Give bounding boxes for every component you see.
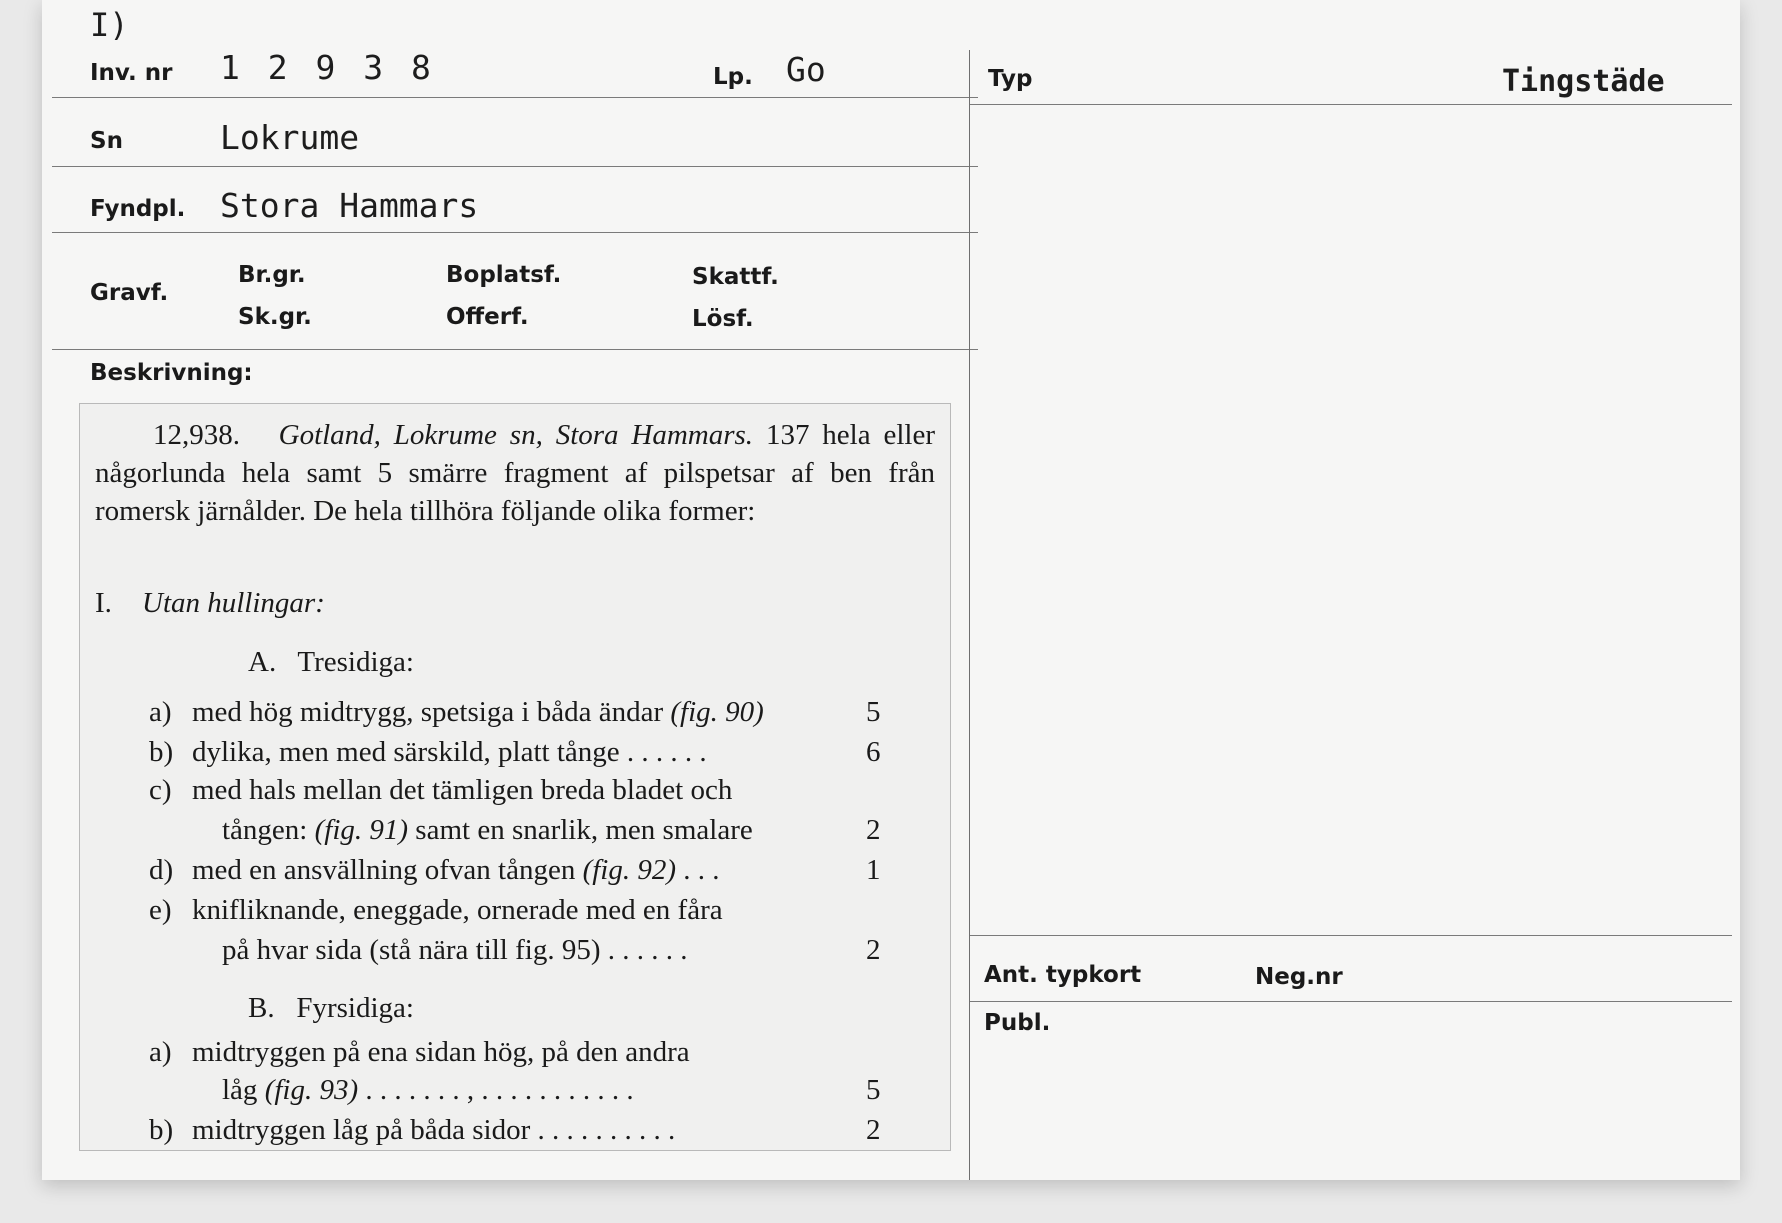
count: 5 xyxy=(866,696,881,728)
lp-label: Lp. xyxy=(713,64,753,90)
boplatsf-label: Boplatsf. xyxy=(446,262,562,288)
typ-value: Tingstäde xyxy=(1502,64,1665,99)
count: 6 xyxy=(866,736,881,768)
divider-typkort-top xyxy=(970,935,1732,936)
divider-typkort-bottom xyxy=(970,1001,1732,1002)
fyndpl-label: Fyndpl. xyxy=(90,196,186,222)
inv-nr-value: 1 2 9 3 8 xyxy=(220,48,435,87)
skattf-label: Skattf. xyxy=(692,264,779,290)
section-i-number: I. xyxy=(95,587,112,619)
losf-label: Lösf. xyxy=(692,306,754,332)
fyndpl-value: Stora Hammars xyxy=(220,186,479,225)
list-item: b) midtryggen låg på båda sidor . . . . . . . . . . 2 xyxy=(149,1114,881,1146)
list-item: d) med en ansvällning ofvan tången (fig. 92) . . . 1 xyxy=(149,854,881,886)
list-item: b) dylika, men med särskild, platt tånge . . . . . . 6 xyxy=(149,736,881,768)
gravf-label: Gravf. xyxy=(90,280,169,306)
count: 2 xyxy=(866,934,881,966)
intro-text: 137 hela eller någorlunda hela samt 5 smärre fragment af pilspetsar af ben från romersk järnålder. De hela tillhöra följande olika former: xyxy=(95,419,935,527)
count: 2 xyxy=(866,814,881,846)
intro-number: 12,938. xyxy=(153,419,240,451)
count: 1 xyxy=(866,854,881,886)
intro-place: Gotland, Lokrume sn, Stora Hammars. xyxy=(278,419,754,451)
divider-gravf xyxy=(52,349,978,350)
description-intro xyxy=(95,416,935,530)
divider-fyndpl xyxy=(52,232,978,233)
sn-value: Lokrume xyxy=(220,118,360,157)
list-item-continuation: på hvar sida (stå nära till fig. 95) . . . . . . 2 xyxy=(222,934,881,966)
ant-typkort-label: Ant. typkort xyxy=(984,962,1142,988)
offerf-label: Offerf. xyxy=(446,304,529,330)
list-item-continuation: tången: (fig. 91) samt en snarlik, men smalare 2 xyxy=(222,814,881,846)
section-i-title: Utan hullingar: xyxy=(142,587,325,619)
count: 2 xyxy=(866,1114,881,1146)
divider-inv xyxy=(52,97,978,98)
section-b-title: B. Fyrsidiga: xyxy=(248,992,414,1024)
description-clipping xyxy=(79,403,951,1151)
card-header-id: I) xyxy=(90,6,129,44)
divider-sn xyxy=(52,166,978,167)
neg-nr-label: Neg.nr xyxy=(1255,964,1343,990)
section-a-title: A. Tresidiga: xyxy=(248,646,414,678)
sn-label: Sn xyxy=(90,128,123,154)
count: 5 xyxy=(866,1074,881,1106)
sk-gr-label: Sk.gr. xyxy=(238,304,312,330)
inv-nr-label: Inv. nr xyxy=(90,60,173,86)
lp-value: Go xyxy=(786,50,826,89)
list-item: a) med hög midtrygg, spetsiga i båda ändar (fig. 90) 5 xyxy=(149,696,881,728)
br-gr-label: Br.gr. xyxy=(238,262,306,288)
list-item: a) midtryggen på ena sidan hög, på den andra xyxy=(149,1036,690,1068)
divider-typ xyxy=(970,104,1732,105)
list-item: e) knifliknande, eneggade, ornerade med en fåra xyxy=(149,894,723,926)
column-divider xyxy=(969,50,970,1180)
list-item: c) med hals mellan det tämligen breda bladet och xyxy=(149,774,733,806)
list-item-continuation: låg (fig. 93) . . . . . . . , . . . . . . . . . . . 5 xyxy=(222,1074,881,1106)
typ-label: Typ xyxy=(988,66,1033,92)
beskrivning-label: Beskrivning: xyxy=(90,360,253,386)
publ-label: Publ. xyxy=(984,1010,1051,1036)
